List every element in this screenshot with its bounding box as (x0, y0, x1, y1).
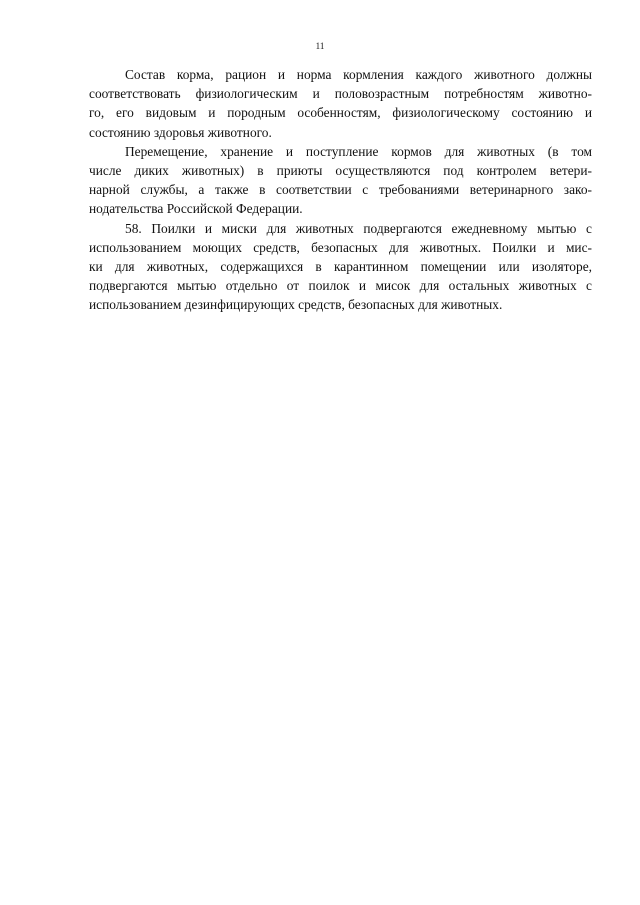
text-line: 58. Поилки и миски для животных подвергаются ежедневному мытью с (125, 220, 592, 236)
text-line: использованием моющих средств, безопасных для животных. Поилки и мис- (89, 239, 592, 255)
paragraph-feed-transport (89, 142, 592, 219)
text-line: состоянию здоровья животного. (89, 124, 272, 140)
text-line: подвергаются мытью отдельно от поилок и мисок для остальных животных с (89, 278, 592, 294)
text-line: Перемещение, хранение и поступление кормов для животных (в том (125, 143, 592, 159)
document-body (89, 65, 592, 315)
text-line: соответствовать физиологическим и половозрастным потребностям животно- (89, 86, 592, 102)
paragraph-item-58 (89, 219, 592, 315)
text-line: числе диких животных) в приюты осуществляются под контролем ветери- (89, 163, 592, 179)
paragraph-feed-composition (89, 65, 592, 142)
text-line: нодательства Российской Федерации. (89, 201, 303, 217)
text-line: использованием дезинфицирующих средств, безопасных для животных. (89, 297, 503, 313)
text-line: Состав корма, рацион и норма кормления каждого животного должны (125, 67, 592, 82)
text-line: нарной службы, а также в соответствии с требованиями ветеринарного зако- (89, 182, 592, 198)
page-number: 11 (315, 41, 325, 51)
text-line: го, его видовым и породным особенностям, физиологическому состоянию и (89, 105, 592, 121)
text-line: ки для животных, содержащихся в карантинном помещении или изоляторе, (89, 259, 592, 275)
